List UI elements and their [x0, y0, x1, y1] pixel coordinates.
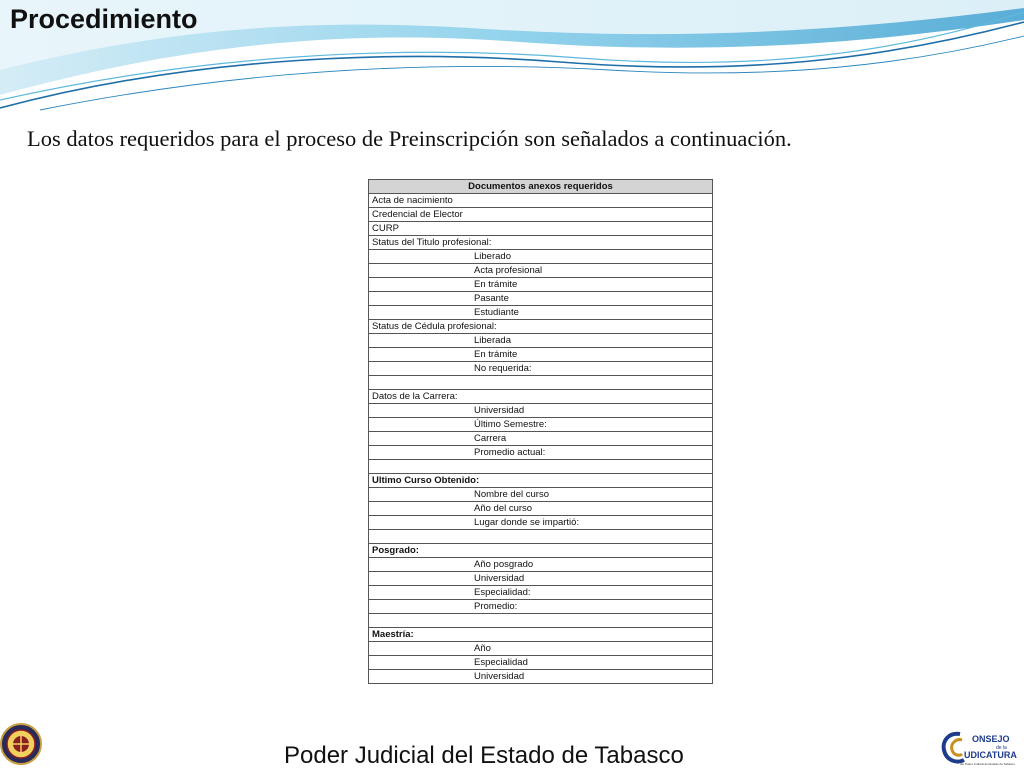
table-cell: Nombre del curso: [369, 488, 713, 502]
table-row: [369, 264, 713, 278]
court-seal-icon: [0, 718, 46, 768]
table-row: [369, 488, 713, 502]
table-cell: Último Semestre:: [369, 418, 713, 432]
required-documents-table: [368, 179, 713, 684]
table-row: [369, 516, 713, 530]
table-cell: Promedio:: [369, 600, 713, 614]
svg-text:UDICATURA: UDICATURA: [964, 750, 1017, 760]
table-cell: [369, 460, 713, 474]
table-cell: En trámite: [369, 278, 713, 292]
table-row: [369, 544, 713, 558]
svg-text:ONSEJO: ONSEJO: [972, 734, 1010, 744]
table-cell: Pasante: [369, 292, 713, 306]
table-cell: Datos de la Carrera:: [369, 390, 713, 404]
table-row: [369, 642, 713, 656]
table-row: [369, 502, 713, 516]
table-cell: Acta de nacimiento: [369, 194, 713, 208]
table-row: [369, 446, 713, 460]
table-row: [369, 362, 713, 376]
table-cell: Acta profesional: [369, 264, 713, 278]
footer-text: Poder Judicial del Estado de Tabasco: [284, 742, 684, 769]
table-cell: Universidad: [369, 670, 713, 684]
table-row: [369, 558, 713, 572]
table-cell: [369, 376, 713, 390]
table-cell: Posgrado:: [369, 544, 713, 558]
table-cell: En trámite: [369, 348, 713, 362]
table-row: [369, 208, 713, 222]
svg-text:de la: de la: [996, 745, 1007, 751]
table-body: [369, 194, 713, 684]
table-row: [369, 334, 713, 348]
table-row: [369, 292, 713, 306]
page-title: Procedimiento: [10, 4, 198, 34]
consejo-judicatura-logo-icon: [940, 728, 1024, 768]
table-row: [369, 306, 713, 320]
table-row: [369, 376, 713, 390]
table-cell: Ultimo Curso Obtenido:: [369, 474, 713, 488]
table-row: [369, 404, 713, 418]
table-cell: [369, 530, 713, 544]
table-cell: Carrera: [369, 432, 713, 446]
table-cell: Especialidad: [369, 656, 713, 670]
table-row: [369, 586, 713, 600]
table-row: [369, 614, 713, 628]
table-heading: Documentos anexos requeridos: [369, 180, 713, 194]
table-row: [369, 572, 713, 586]
table-cell: Lugar donde se impartió:: [369, 516, 713, 530]
table-cell: Status de Cédula profesional:: [369, 320, 713, 334]
table-row: [369, 222, 713, 236]
svg-text:del Poder Judicial del Estado: del Poder Judicial del Estado de Tabasco: [960, 762, 1015, 766]
table-cell: Universidad: [369, 404, 713, 418]
table-cell: Año del curso: [369, 502, 713, 516]
table-row: [369, 460, 713, 474]
table-row: [369, 390, 713, 404]
table-row: [369, 530, 713, 544]
table-row: [369, 194, 713, 208]
table-cell: [369, 614, 713, 628]
table-cell: Año: [369, 642, 713, 656]
table-row: [369, 628, 713, 642]
table-row: [369, 600, 713, 614]
table-cell: Año posgrado: [369, 558, 713, 572]
table-row: [369, 418, 713, 432]
table-row: [369, 320, 713, 334]
table-row: [369, 250, 713, 264]
table-row: [369, 670, 713, 684]
table-row: [369, 432, 713, 446]
table-cell: Especialidad:: [369, 586, 713, 600]
table-cell: Liberado: [369, 250, 713, 264]
table-cell: Estudiante: [369, 306, 713, 320]
table-header-row: [369, 180, 713, 194]
table-cell: Credencial de Elector: [369, 208, 713, 222]
table-row: [369, 474, 713, 488]
table-cell: CURP: [369, 222, 713, 236]
table-cell: No requerida:: [369, 362, 713, 376]
table-cell: Liberada: [369, 334, 713, 348]
table-cell: Maestría:: [369, 628, 713, 642]
table-cell: Universidad: [369, 572, 713, 586]
table-row: [369, 278, 713, 292]
table-cell: Status del Titulo profesional:: [369, 236, 713, 250]
table-row: [369, 656, 713, 670]
table-row: [369, 236, 713, 250]
table-cell: Promedio actual:: [369, 446, 713, 460]
page-subtitle: Los datos requeridos para el proceso de Preinscripción son señalados a continuación.: [27, 126, 792, 151]
table-row: [369, 348, 713, 362]
